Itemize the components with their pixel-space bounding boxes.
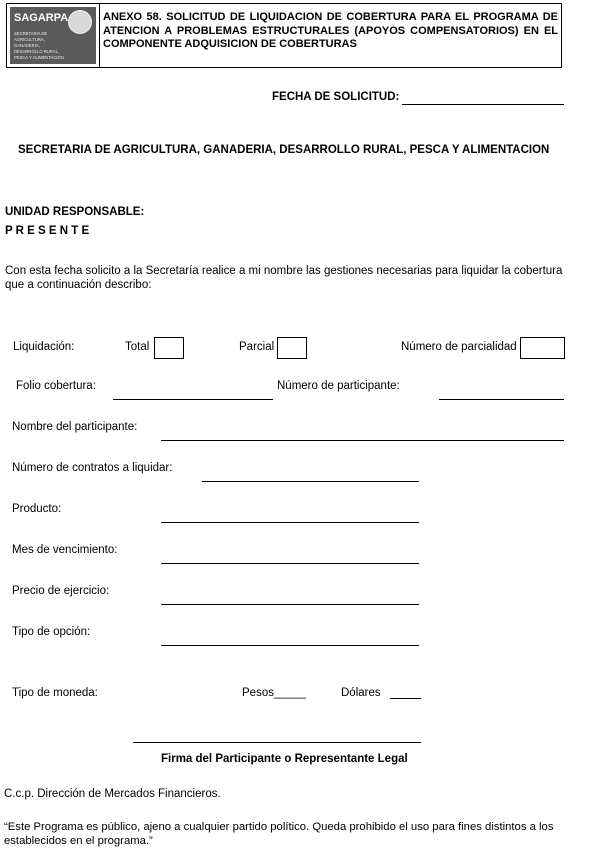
firma-line[interactable] [133,742,421,743]
total-label: Total [125,341,150,353]
unidad-responsable: UNIDAD RESPONSABLE: [5,206,145,218]
precio-label: Precio de ejercicio: [12,585,110,597]
header-divider [99,4,100,67]
folio-label: Folio cobertura: [16,380,96,392]
firma-label: Firma del Participante o Representante Legal [161,753,408,765]
producto-label: Producto: [12,503,62,515]
nombre-label: Nombre del participante: [12,421,138,433]
document-title: ANEXO 58. SOLICITUD DE LIQUIDACION DE COBERTURA PARA EL PROGRAMA DE ATENCION A PROBLEMAS ESTRUCTURALES (APOYOS COMPENSATORIOS) EN EL COMPONENTE ADQUISICION DE COBERTURAS [103,11,558,50]
footer-line-2: establecidos en el programa.” [4,835,153,847]
seal-icon [68,10,92,34]
parcial-checkbox[interactable] [277,337,307,359]
producto-field[interactable] [161,522,419,523]
numero-participante-field[interactable] [439,399,564,400]
document-header [6,3,562,68]
numero-parcialidad-field[interactable] [520,337,565,359]
precio-field[interactable] [161,604,419,605]
intro-line-2: que a continuación describo: [5,279,152,291]
parcial-label: Parcial [239,341,275,353]
liquidacion-label: Liquidación: [13,341,75,353]
ccp-text: C.c.p. Dirección de Mercados Financieros. [4,788,221,800]
fecha-label: FECHA DE SOLICITUD: [272,91,400,103]
tipo-opcion-label: Tipo de opción: [12,626,91,638]
total-checkbox[interactable] [154,337,184,359]
logo-text: SAGARPA [14,12,69,24]
secretaria-heading: SECRETARIA DE AGRICULTURA, GANADERIA, DESARROLLO RURAL, PESCA Y ALIMENTACION [18,144,550,156]
pesos-field[interactable]: Pesos_____ [242,687,306,699]
mes-field[interactable] [161,563,419,564]
mes-label: Mes de vencimiento: [12,544,118,556]
logo-subtext: SECRETARIA DE AGRICULTURA, GANADERIA, DESARROLLO RURAL, PESCA Y ALIMENTACION [14,31,64,60]
dolares-field[interactable] [390,698,421,699]
footer-line-1: “Este Programa es público, ajeno a cualquier partido político. Queda prohibido el uso para fines distintos a los [4,821,554,833]
numero-parcialidad-label: Número de parcialidad [401,341,517,353]
folio-field[interactable] [113,399,273,400]
nombre-field[interactable] [161,440,564,441]
dolares-label: Dólares [341,687,381,699]
fecha-field[interactable] [402,104,564,105]
intro-line-1: Con esta fecha solicito a la Secretaría realice a mi nombre las gestiones necesarias para liquidar la cobertura [5,265,563,277]
sagarpa-logo [10,7,96,64]
presente: P R E S E N T E [5,225,90,237]
tipo-opcion-field[interactable] [161,645,419,646]
contratos-label: Número de contratos a liquidar: [12,462,173,474]
numero-participante-label: Número de participante: [277,380,400,392]
tipo-moneda-label: Tipo de moneda: [12,687,98,699]
contratos-field[interactable] [202,481,419,482]
